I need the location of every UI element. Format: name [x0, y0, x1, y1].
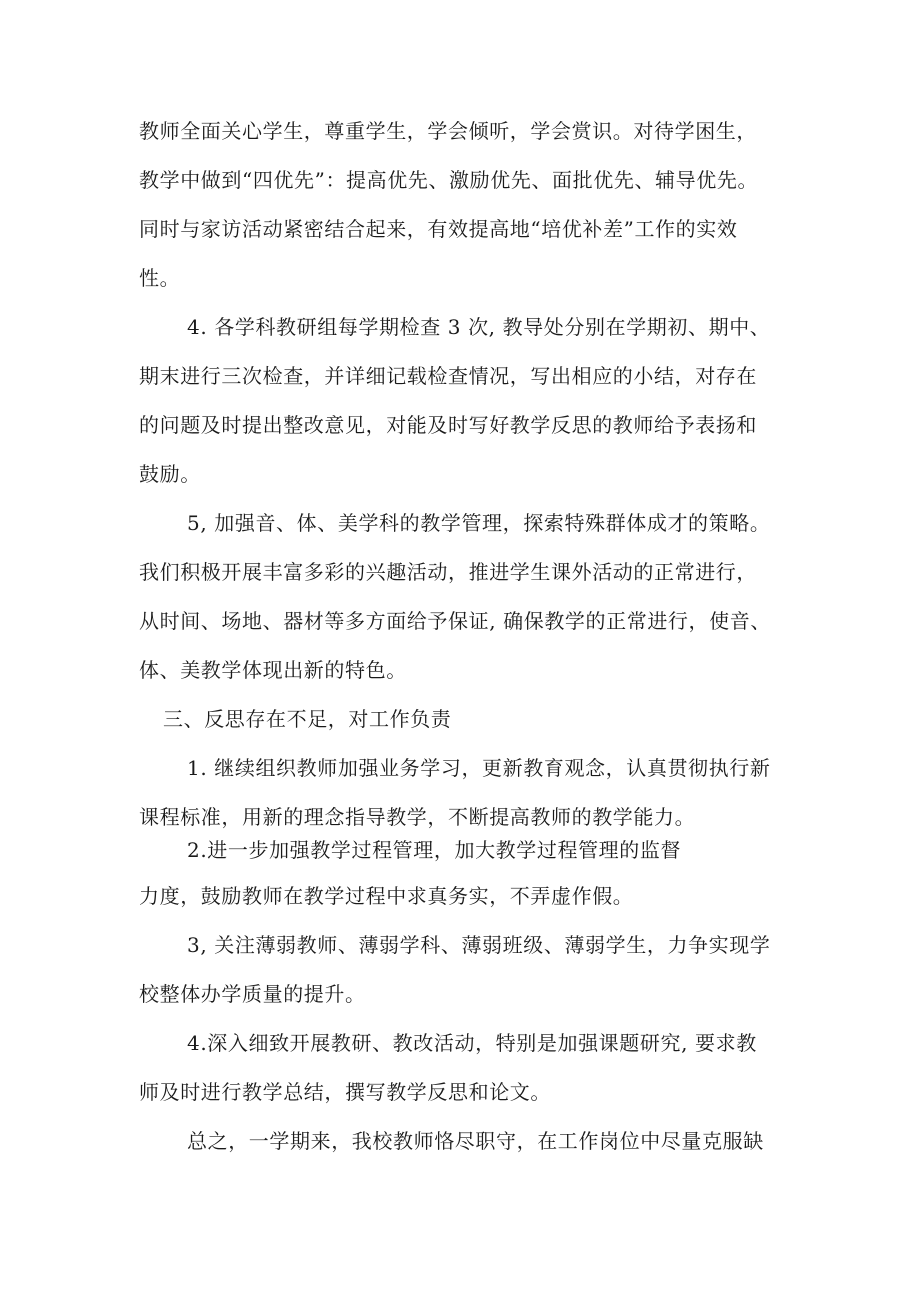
paragraph-line: 期末进行三次检查，并详细记载检查情况，写出相应的小结，对存在 [139, 364, 757, 388]
paragraph-line: 总之，一学期来，我校教师恪尽职守，在工作岗位中尽量克服缺 [187, 1129, 764, 1153]
paragraph-line: 课程标准，用新的理念指导教学，不断提高教师的教学能力。 [139, 805, 696, 829]
paragraph-line: 同时与家访活动紧密结合起来，有效提高地“培优补差”工作的实效 [139, 217, 738, 241]
paragraph-line: 3, 关注薄弱教师、薄弱学科、薄弱班级、薄弱学生，力争实现学 [187, 933, 771, 957]
paragraph-line: 1. 继续组织教师加强业务学习，更新教育观念，认真贯彻执行新 [187, 756, 771, 780]
paragraph-line: 教师全面关心学生，尊重学生，学会倾听，学会赏识。对待学困生， [139, 119, 757, 143]
paragraph-line: 师及时进行教学总结，撰写教学反思和论文。 [139, 1080, 551, 1104]
paragraph-line: 2.进一步加强教学过程管理，加大教学过程管理的监督 [187, 838, 682, 862]
paragraph-line: 性。 [139, 266, 181, 290]
section-heading: 三、反思存在不足，对工作负责 [163, 707, 452, 731]
paragraph-line: 4. 各学科教研组每学期检查 3 次, 教导处分别在学期初、期中、 [187, 315, 771, 339]
paragraph-line: 力度，鼓励教师在教学过程中求真务实，不弄虚作假。 [139, 884, 634, 908]
paragraph-line: 鼓励。 [139, 462, 201, 486]
paragraph-line: 校整体办学质量的提升。 [139, 982, 366, 1006]
paragraph-line: 我们积极开展丰富多彩的兴趣活动，推进学生课外活动的正常进行， [139, 560, 757, 584]
paragraph-line: 5, 加强音、体、美学科的教学管理，探索特殊群体成才的策略。 [187, 511, 771, 535]
paragraph-line: 体、美教学体现出新的特色。 [139, 658, 407, 682]
paragraph-line: 4.深入细致开展教研、教改活动，特别是加强课题研究, 要求教 [187, 1031, 757, 1055]
paragraph-line: 从时间、场地、器材等多方面给予保证, 确保教学的正常进行，使音、 [139, 609, 771, 633]
paragraph-line: 的问题及时提出整改意见，对能及时写好教学反思的教师给予表扬和 [139, 413, 757, 437]
paragraph-line: 教学中做到“四优先”：提高优先、激励优先、面批优先、辅导优先。 [139, 168, 759, 192]
